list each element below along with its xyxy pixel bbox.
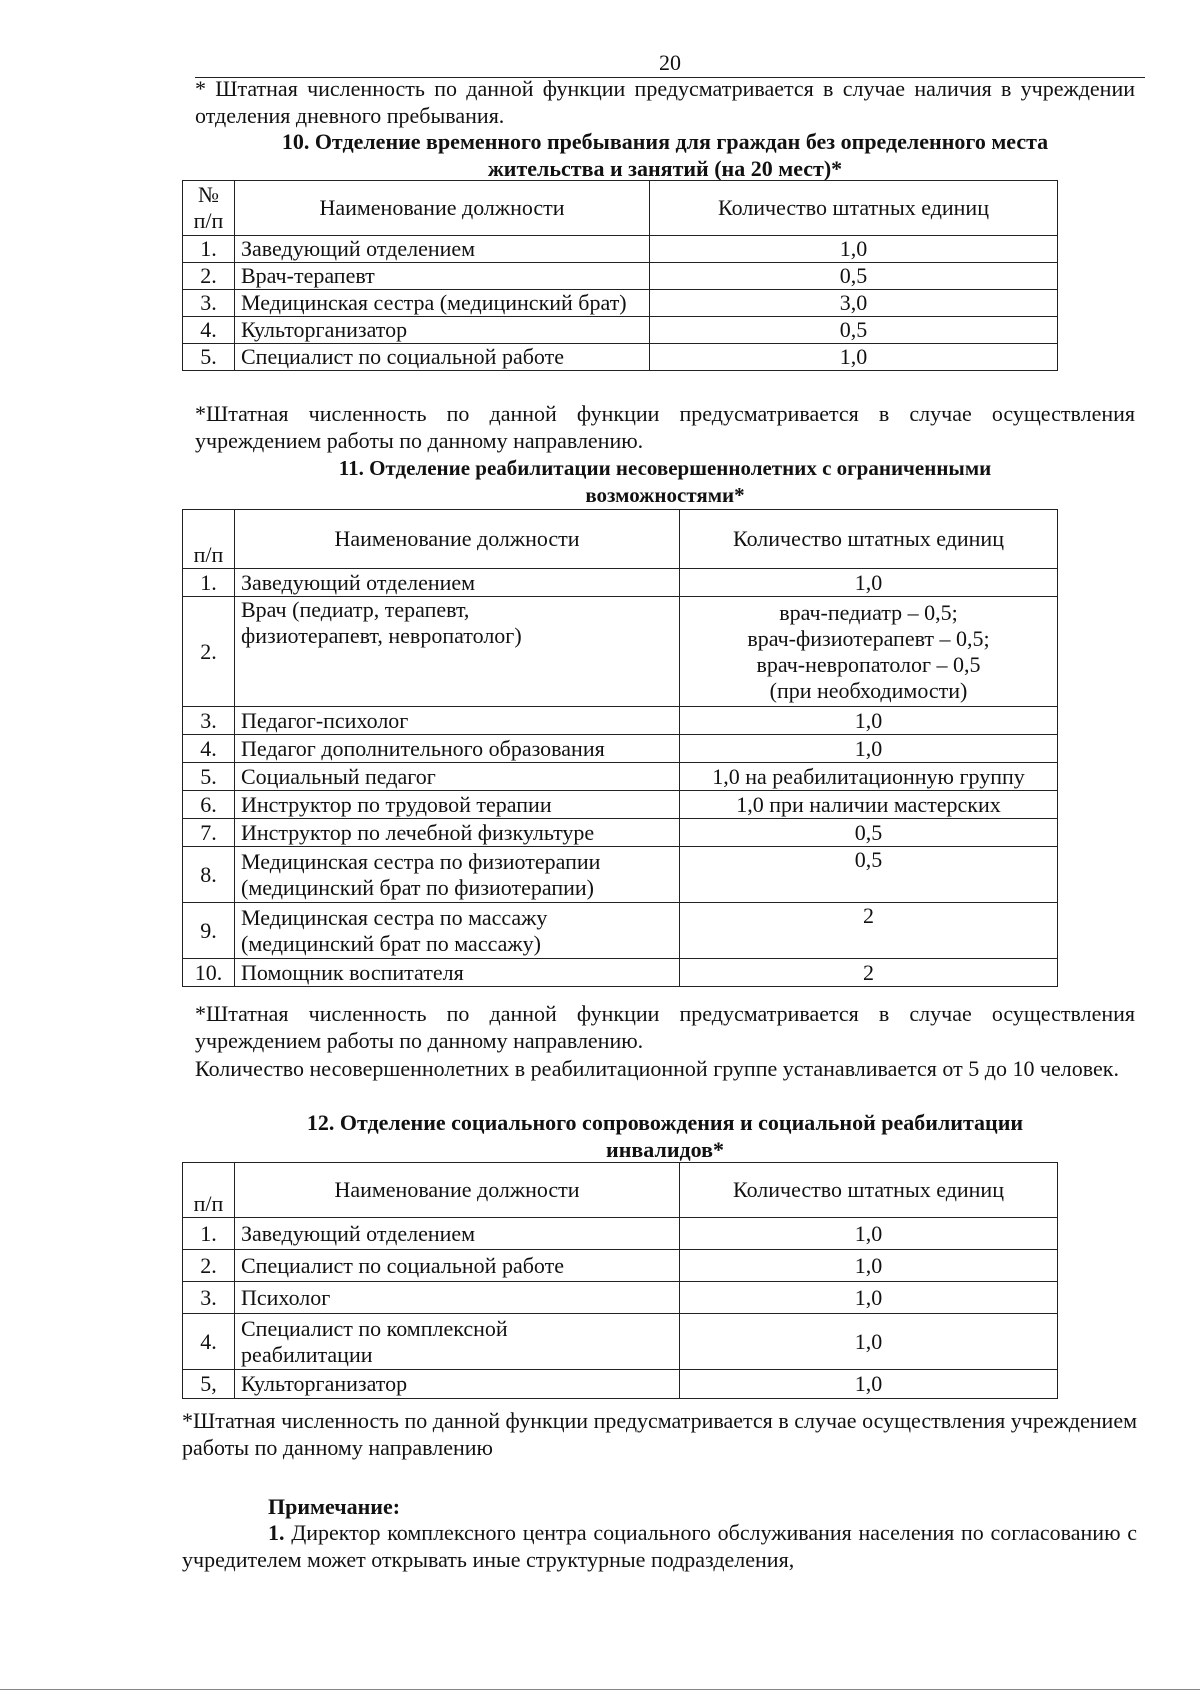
remark-item-text: Директор комплексного центра социального обслуживания населения по согласованию с учредителем может открывать иные структурные подразделения,: [182, 1520, 1137, 1572]
header-name: Наименование должности: [235, 510, 680, 569]
qty-line: врач-невропатолог – 0,5: [756, 651, 981, 677]
row-num: 10.: [183, 959, 235, 987]
table-row: [183, 236, 1058, 263]
note-section-12: *Штатная численность по данной функции предусматривается в случае осуществления учреждением работы по данному направлению: [182, 1408, 1137, 1460]
row-name: Специалист по комплексной реабилитации: [235, 1314, 680, 1370]
row-name: Педагог-психолог: [235, 707, 680, 735]
qty-line: (при необходимости): [769, 677, 968, 703]
row-name: Специалист по социальной работе: [235, 344, 650, 371]
row-name: Педагог дополнительного образования: [235, 735, 680, 763]
row-name: Заведующий отделением: [235, 569, 680, 597]
table-section-10: [182, 180, 1058, 371]
row-num: 2.: [183, 1250, 235, 1282]
table-row: [183, 959, 1058, 987]
header-qty: Количество штатных единиц: [650, 181, 1058, 236]
table-row: [183, 1282, 1058, 1314]
row-qty: 1,0: [680, 1250, 1058, 1282]
row-name: Помощник воспитателя: [235, 959, 680, 987]
note-section-11: *Штатная численность по данной функции предусматривается в случае осуществления учреждением работы по данному направлению.: [195, 1001, 1135, 1053]
section-12-title-line2: инвалидов*: [606, 1137, 724, 1162]
row-num: 3.: [183, 707, 235, 735]
row-name: Специалист по социальной работе: [235, 1250, 680, 1282]
table-row: [183, 763, 1058, 791]
row-qty: 1,0 при наличии мастерских: [680, 791, 1058, 819]
row-name: Заведующий отделением: [235, 236, 650, 263]
section-10-title-line2: жительства и занятий (на 20 мест)*: [487, 156, 843, 181]
table-row: [183, 1250, 1058, 1282]
note-section-11-group-size: Количество несовершеннолетних в реабилитационной группе устанавливается от 5 до 10 человек.: [195, 1056, 1119, 1081]
section-11-title-line1: 11. Отделение реабилитации несовершеннолетних с ограниченными: [338, 456, 992, 480]
row-num: 9.: [183, 903, 235, 959]
row-qty: 1,0: [680, 1282, 1058, 1314]
table-row: [183, 1370, 1058, 1399]
row-num: 4.: [183, 317, 235, 344]
table-section-12: [182, 1162, 1058, 1399]
row-name: Инструктор по трудовой терапии: [235, 791, 680, 819]
row-num: 3.: [183, 290, 235, 317]
row-qty: 1,0: [650, 236, 1058, 263]
header-num: п/п: [183, 510, 235, 569]
row-name: Врач (педиатр, терапевт, физиотерапевт, невропатолог): [235, 597, 680, 707]
section-12-title: [195, 1109, 1135, 1163]
section-10-title-line1: 10. Отделение временного пребывания для граждан без определенного места: [281, 129, 1049, 154]
row-num: 5.: [183, 344, 235, 371]
table-row: [183, 819, 1058, 847]
row-qty-multiline: [680, 597, 1058, 707]
row-qty: 1,0: [650, 344, 1058, 371]
table-row: [183, 344, 1058, 371]
row-qty: 1,0: [680, 735, 1058, 763]
row-qty: 1,0: [680, 1218, 1058, 1250]
row-num: 6.: [183, 791, 235, 819]
row-num: 5.: [183, 763, 235, 791]
row-qty: 1,0: [680, 1314, 1058, 1370]
section-12-title-line1: 12. Отделение социального сопровождения и социальной реабилитации: [306, 1110, 1024, 1135]
header-qty: Количество штатных единиц: [680, 510, 1058, 569]
row-name: Медицинская сестра по физиотерапии (медицинский брат по физиотерапии): [235, 847, 680, 903]
row-qty: 1,0: [680, 1370, 1058, 1399]
table-header-row: [183, 1163, 1058, 1218]
table-row: [183, 1314, 1058, 1370]
remark-item-number: 1.: [268, 1520, 285, 1545]
row-qty: 0,5: [680, 847, 1058, 903]
row-num: 8.: [183, 847, 235, 903]
note-section-9: * Штатная численность по данной функции предусматривается в случае наличия в учреждении отделения дневного пребывания.: [195, 76, 1135, 128]
page-number: 20: [659, 50, 681, 75]
bottom-rule: [0, 1689, 1200, 1690]
row-num: 3.: [183, 1282, 235, 1314]
header-name: Наименование должности: [235, 1163, 680, 1218]
header-num: № п/п: [183, 181, 235, 236]
row-num: 2.: [183, 597, 235, 707]
row-qty: 0,5: [650, 317, 1058, 344]
table-section-11: [182, 509, 1058, 987]
section-11-title: [195, 455, 1135, 509]
row-num: 2.: [183, 263, 235, 290]
row-qty: 2: [680, 903, 1058, 959]
row-num: 7.: [183, 819, 235, 847]
table-header-row: [183, 181, 1058, 236]
row-num: 5,: [183, 1370, 235, 1399]
row-qty: 1,0: [680, 707, 1058, 735]
qty-line: врач-педиатр – 0,5;: [779, 599, 958, 625]
row-num: 4.: [183, 735, 235, 763]
table-row: [183, 847, 1058, 903]
remark-item: [182, 1520, 1137, 1573]
table-row: [183, 707, 1058, 735]
row-qty: 2: [680, 959, 1058, 987]
row-qty: 3,0: [650, 290, 1058, 317]
header-num: п/п: [183, 1163, 235, 1218]
row-num: 1.: [183, 1218, 235, 1250]
section-10-title: [195, 128, 1135, 182]
row-num: 4.: [183, 1314, 235, 1370]
header-qty: Количество штатных единиц: [680, 1163, 1058, 1218]
row-name: Социальный педагог: [235, 763, 680, 791]
table-row: [183, 1218, 1058, 1250]
row-name: Инструктор по лечебной физкультуре: [235, 819, 680, 847]
row-qty: 1,0: [680, 569, 1058, 597]
table-row: [183, 791, 1058, 819]
table-row: [183, 735, 1058, 763]
table-row: [183, 597, 1058, 707]
row-qty: 0,5: [680, 819, 1058, 847]
qty-line: врач-физиотерапевт – 0,5;: [747, 625, 990, 651]
row-num: 1.: [183, 236, 235, 263]
row-name: Медицинская сестра по массажу (медицинский брат по массажу): [235, 903, 680, 959]
row-qty: 1,0 на реабилитационную группу: [680, 763, 1058, 791]
table-header-row: [183, 510, 1058, 569]
note-section-10: *Штатная численность по данной функции предусматривается в случае осуществления учреждением работы по данному направлению.: [195, 401, 1135, 453]
table-row: [183, 290, 1058, 317]
row-name: Врач-терапевт: [235, 263, 650, 290]
row-name: Медицинская сестра (медицинский брат): [235, 290, 650, 317]
row-name: Заведующий отделением: [235, 1218, 680, 1250]
row-qty: 0,5: [650, 263, 1058, 290]
table-row: [183, 903, 1058, 959]
remark-title: Примечание:: [268, 1494, 401, 1519]
section-11-title-line2: возможностями*: [585, 483, 745, 507]
row-name: Культорганизатор: [235, 1370, 680, 1399]
row-num: 1.: [183, 569, 235, 597]
table-row: [183, 569, 1058, 597]
header-name: Наименование должности: [235, 181, 650, 236]
table-row: [183, 317, 1058, 344]
table-row: [183, 263, 1058, 290]
row-name: Психолог: [235, 1282, 680, 1314]
row-name: Культорганизатор: [235, 317, 650, 344]
